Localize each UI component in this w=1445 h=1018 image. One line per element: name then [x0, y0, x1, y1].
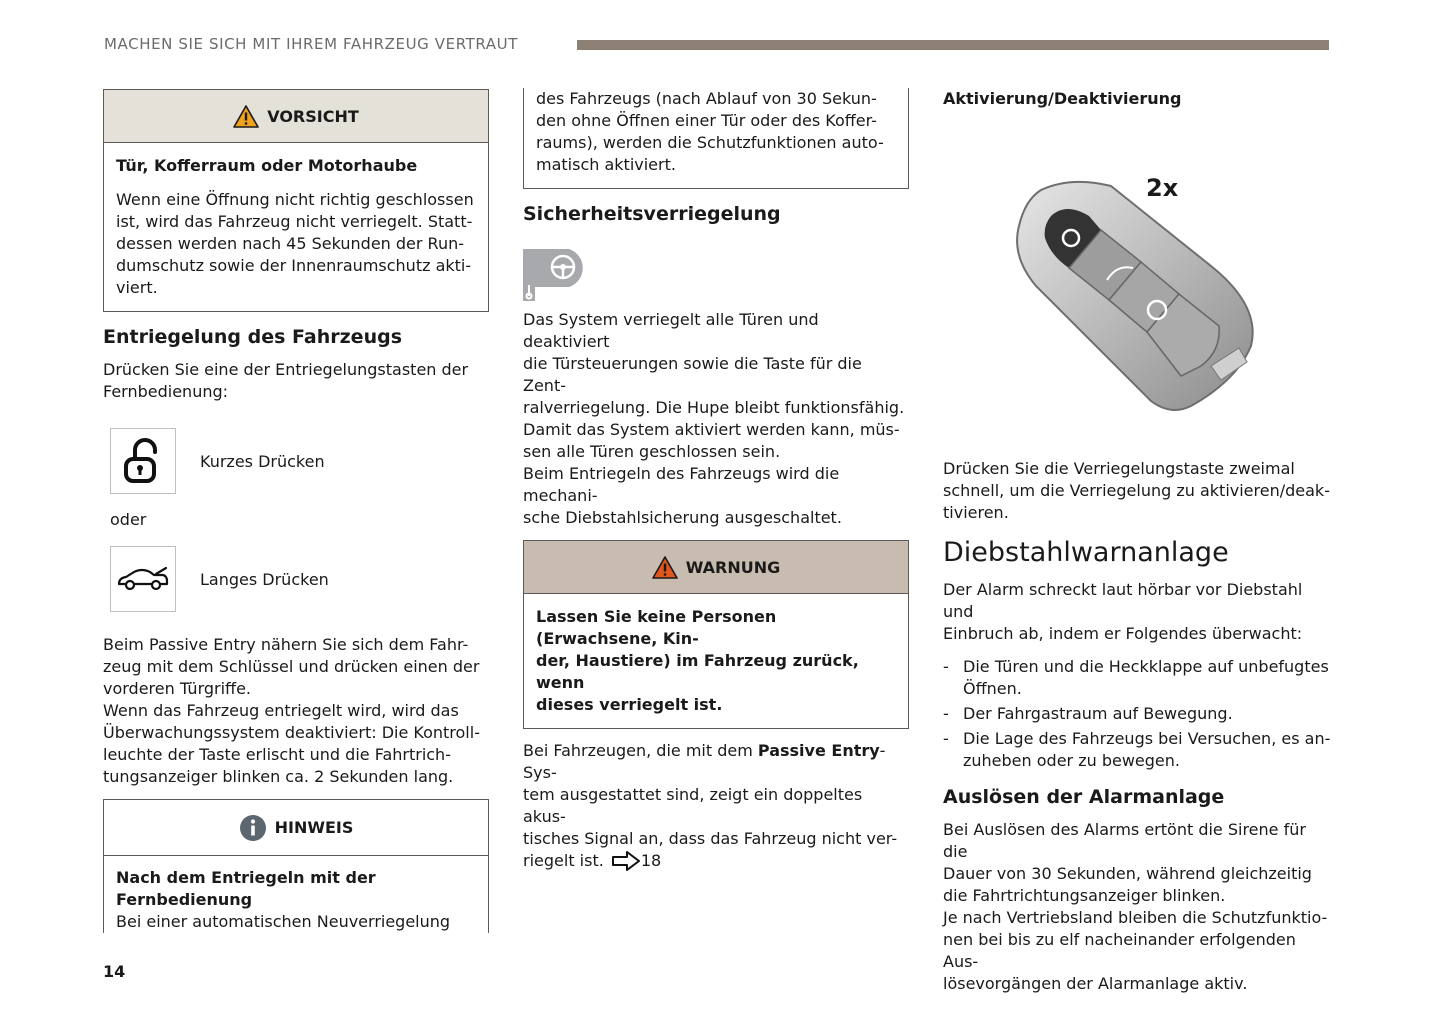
security-text-line: sen alle Türen geschlossen sein. [523, 442, 781, 461]
info-icon [239, 814, 267, 842]
passive-text-line: tisches Signal an, dass das Fahrzeug nicht ver- [523, 829, 898, 848]
trigger-text-line: nen bei bis zu elf nacheinander erfolgenden Aus- [943, 930, 1296, 971]
caution-text-line: ist, wird das Fahrzeug nicht verriegelt. Statt- [116, 212, 473, 231]
page-reference-link[interactable]: 18 [640, 851, 662, 870]
column-right [943, 88, 1333, 995]
trigger-text-line: Bei Auslösen des Alarms ertönt die Sirene für die [943, 820, 1306, 861]
long-press-label: Langes Drücken [200, 569, 329, 589]
unlock-intro-line: Drücken Sie eine der Entriegelungstasten der [103, 360, 469, 379]
passive-entry-line: vorderen Türgriffe. [103, 679, 251, 698]
caution-header [104, 90, 488, 143]
passive-entry-term: Passive Entry [757, 741, 880, 760]
warning-triangle-icon [652, 556, 678, 579]
column-middle [523, 88, 909, 872]
alarm-intro-line: Einbruch ab, indem er Folgendes überwacht: [943, 624, 1303, 643]
key-fob-illustration [943, 110, 1333, 442]
continued-note-line: raums), werden die Schutzfunktionen auto- [536, 133, 884, 152]
caution-text-line: dessen werden nach 45 Sekunden der Run- [116, 234, 465, 253]
alarm-intro-line: Der Alarm schreckt laut hörbar vor Diebstahl und [943, 580, 1303, 621]
page-number: 14 [103, 962, 126, 981]
passive-entry-line: tungsanzeiger blinken ca. 2 Sekunden lang. [103, 767, 454, 786]
warning-text-line: Lassen Sie keine Personen (Erwachsene, Kin- [536, 607, 777, 648]
security-text-line: Damit das System aktiviert werden kann, müs- [523, 420, 900, 439]
trigger-text-line: lösevorgängen der Alarmanlage aktiv. [943, 974, 1248, 993]
caution-label: VORSICHT [267, 106, 359, 126]
caution-text-line: dumschutz sowie der Innenraumschutz akti- [116, 256, 472, 275]
continued-note-line: des Fahrzeugs (nach Ablauf von 30 Sekun- [536, 89, 877, 108]
note-heading: Nach dem Entriegeln mit der Fernbedienung [116, 868, 376, 909]
warning-triangle-icon [233, 105, 259, 128]
caution-box [103, 89, 489, 312]
security-text-line: Beim Entriegeln des Fahrzeugs wird die mechani- [523, 464, 840, 505]
continued-note-box [523, 88, 909, 189]
passive-entry-line: Überwachungssystem deaktiviert: Die Kontroll- [103, 723, 480, 742]
security-text-line: Das System verriegelt alle Türen und deaktiviert [523, 310, 819, 351]
running-header: MACHEN SIE SICH MIT IHREM FAHRZEUG VERTRAUT [104, 35, 519, 53]
caution-text-line: viert. [116, 278, 158, 297]
note-label: HINWEIS [274, 818, 354, 837]
warning-header [524, 541, 908, 594]
unlock-intro-line: Fernbedienung: [103, 382, 229, 401]
steering-lock-icon [523, 249, 909, 301]
arrow-right-icon [611, 851, 641, 871]
unlock-heading: Entriegelung des Fahrzeugs [103, 326, 402, 348]
press-twice-line: tivieren. [943, 503, 1009, 522]
short-press-row [110, 428, 489, 494]
or-label: oder [110, 510, 147, 529]
security-text-line: ralverriegelung. Die Hupe bleibt funktionsfähig. [523, 398, 905, 417]
press-twice-line: Drücken Sie die Verriegelungstaste zweimal [943, 459, 1295, 478]
warning-label: WARNUNG [685, 557, 781, 577]
alarm-section-title: Diebstahlwarnanlage [943, 537, 1229, 568]
note-box [103, 799, 489, 933]
caution-text-line: Wenn eine Öffnung nicht richtig geschlossen [116, 190, 474, 209]
activation-heading: Aktivierung/Deaktivierung [943, 89, 1182, 108]
bullet-item: - Die Lage des Fahrzeugs bei Versuchen, es an- zuheben oder zu bewegen. [943, 729, 1331, 770]
bullet-item: - Der Fahrgastraum auf Bewegung. [943, 704, 1233, 723]
passive-entry-line: Wenn das Fahrzeug entriegelt wird, wird das [103, 701, 459, 720]
security-text-line: sche Diebstahlsicherung ausgeschaltet. [523, 508, 842, 527]
continued-note-line: matisch aktiviert. [536, 155, 676, 174]
press-twice-line: schnell, um die Verriegelung zu aktivieren/deak- [943, 481, 1330, 500]
unlock-padlock-icon [110, 428, 176, 494]
bullet-item: - Die Türen und die Heckklappe auf unbefugtes Öffnen. [943, 657, 1329, 698]
passive-text: Bei Fahrzeugen, die mit dem [523, 741, 758, 760]
passive-entry-paragraph [523, 740, 909, 872]
header-rule [577, 40, 1329, 50]
warning-box [523, 540, 909, 729]
warning-text-line: dieses verriegelt ist. [536, 695, 723, 714]
passive-entry-line: zeug mit dem Schlüssel und drücken einen der [103, 657, 480, 676]
note-text-line: Bei einer automatischen Neuverriegelung [116, 912, 451, 931]
trigger-text-line: die Fahrtrichtungsanzeiger blinken. [943, 886, 1226, 905]
trigger-text-line: Dauer von 30 Sekunden, während gleichzeitig [943, 864, 1312, 883]
passive-entry-line: leuchte der Taste erlischt und die Fahrtrich- [103, 745, 451, 764]
alarm-bullet-list [943, 656, 1333, 772]
short-press-label: Kurzes Drücken [200, 451, 325, 471]
continued-note-line: den ohne Öffnen einer Tür oder des Koffer- [536, 111, 877, 130]
car-trunk-icon [110, 546, 176, 612]
alarm-trigger-heading: Auslösen der Alarmanlage [943, 786, 1225, 808]
warning-text-line: der, Haustiere) im Fahrzeug zurück, wenn [536, 651, 859, 692]
trigger-text-line: Je nach Vertriebsland bleiben die Schutzfunktio- [943, 908, 1328, 927]
column-left [103, 88, 489, 933]
long-press-row [110, 546, 489, 612]
press-twice-label: 2x [1146, 174, 1179, 202]
caution-heading: Tür, Kofferraum oder Motorhaube [116, 156, 418, 175]
security-lock-heading: Sicherheitsverriegelung [523, 203, 781, 225]
note-header [104, 800, 488, 856]
passive-text-line: riegelt ist. [523, 851, 604, 870]
security-text-line: die Türsteuerungen sowie die Taste für die Zent- [523, 354, 862, 395]
key-fob-image [1011, 176, 1271, 416]
passive-text: -Sys- [523, 741, 886, 782]
passive-text-line: tem ausgestattet sind, zeigt ein doppeltes akus- [523, 785, 863, 826]
passive-entry-line: Beim Passive Entry nähern Sie sich dem Fahr- [103, 635, 469, 654]
